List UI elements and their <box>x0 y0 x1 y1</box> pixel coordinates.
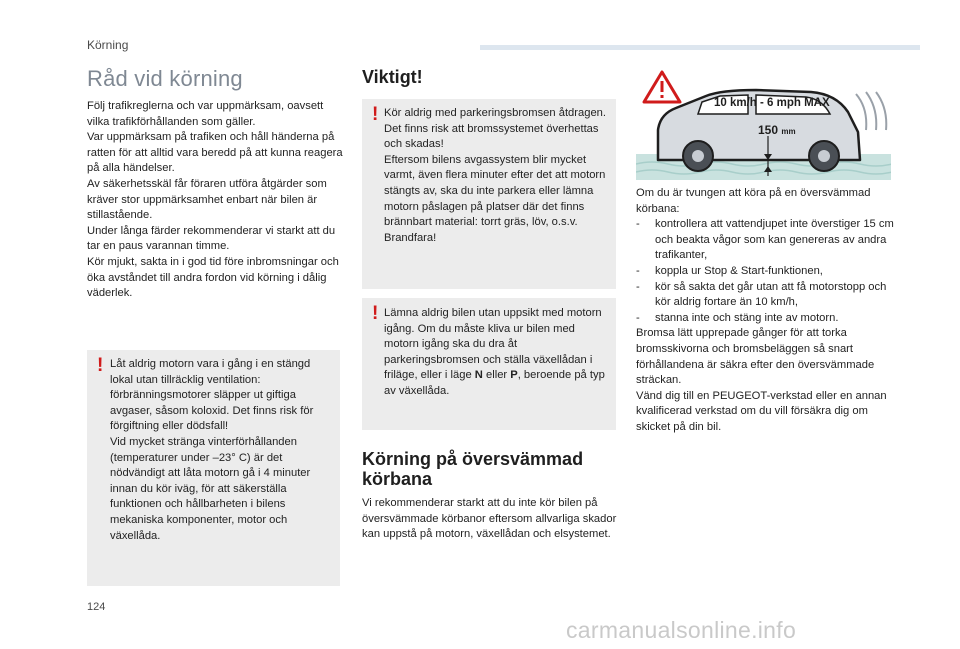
unattended-vehicle-warning-text <box>384 306 612 400</box>
speed-limit-label: 10 km/h - 6 mph MAX <box>714 97 830 109</box>
warning-icon: ! <box>372 303 379 324</box>
warning-triangle-icon <box>644 72 680 102</box>
advice-paragraph: Följ trafikreglerna och var uppmärksam, oavsett vilka trafikförhållanden som gäller. <box>87 100 324 128</box>
important-heading: Viktigt! <box>362 67 423 87</box>
flooded-road-instructions <box>636 186 898 436</box>
flooded-road-paragraph: Vi rekommenderar starkt att du inte kör bilen på översvämmade körbanor eftersom allvarliga skador kan uppstå på motorn, växellådan och elsystemet. <box>362 497 617 541</box>
parking-brake-warning-text <box>384 106 612 246</box>
driving-advice-text <box>87 99 345 302</box>
parking-brake-warning-box <box>362 99 616 289</box>
advice-paragraph: Av säkerhetsskäl får föraren utföra åtgärder som kräver stor uppmärksamhet enbart när bilen är stillastående. <box>87 177 327 222</box>
warning-paragraph <box>384 306 612 400</box>
watermark: carmanualsonline.info <box>566 617 797 643</box>
warning-text-part: eller <box>482 369 511 382</box>
warning-text-part: Lämna aldrig bilen utan uppsikt med motorn igång. Om du måste kliva ur bilen med motorn igång ska du dra åt parkeringsbromsen och ställa växellådan i friläge, eller i läge <box>384 307 602 382</box>
section-label: Körning <box>87 38 129 52</box>
instructions-intro: Om du är tvungen att köra på en översvämmad körbana: <box>636 187 871 215</box>
advice-paragraph: Kör mjukt, sakta in i god tid före inbromsningar och öka avståndet till andra fordon vid körning i dålig väderlek. <box>87 255 339 300</box>
gear-n-label: N <box>474 369 483 382</box>
unattended-vehicle-warning-box <box>362 298 616 430</box>
advice-paragraph: Var uppmärksam på trafiken och håll händerna på ratten för att alltid vara beredd på att kunna reagera på alla händelser. <box>87 131 343 175</box>
list-item: - kontrollera att vattendjupet inte överstiger 15 cm och beakta vågor som kan genereras av andra trafikanter, <box>636 217 898 264</box>
flooded-road-text <box>362 496 618 543</box>
depth-unit: mm <box>781 127 796 136</box>
gear-p-label: P <box>510 369 518 382</box>
flooded-road-heading: Körning på översvämmad körbana <box>362 449 584 489</box>
warning-paragraph: Låt aldrig motorn vara i gång i en stängd lokal utan tillräcklig ventilation: förbränningsmotorer släpper ut giftiga avgaser, såsom koloxid. Det finns risk för förgiftning eller dödsfall! <box>110 358 314 433</box>
warning-icon: ! <box>372 104 379 125</box>
warning-paragraph: Eftersom bilens avgassystem blir mycket varmt, även flera minuter efter det att motorn stängts av, ska du inte parkera eller lämna motorn påslagen på platser där det finns brännbart material: torrt gräs, löv, o.s.v. Brandfara! <box>384 153 606 244</box>
warning-text-part: , beroende på typ av växellåda. <box>384 369 605 397</box>
list-item: - koppla ur Stop & Start-funktionen, <box>636 264 898 280</box>
motion-lines <box>856 92 886 130</box>
depth-label <box>758 123 796 137</box>
flooded-road-illustration <box>636 68 891 180</box>
page-number: 124 <box>87 601 106 613</box>
instructions-list <box>636 217 898 326</box>
list-item: - stanna inte och stäng inte av motorn. <box>636 311 898 327</box>
engine-warning-box <box>87 350 340 586</box>
after-paragraph: Bromsa lätt upprepade gånger för att torka bromsskivorna och bromsbeläggen så snart förhållandena är säkra efter den översvämmade sträckan. <box>636 327 875 387</box>
advice-paragraph: Under långa färder rekommenderar vi starkt att du tar en paus varannan timme. <box>87 224 336 253</box>
warning-paragraph: Kör aldrig med parkeringsbromsen åtdragen. Det finns risk att bromssystemet överhettas och skadas! <box>384 107 607 151</box>
header-accent-bar <box>480 45 920 50</box>
warning-paragraph: Vid mycket stränga vinterförhållanden (temperaturer under –23° C) är det nödvändigt att låta motorn gå i 4 minuter innan du kör iväg, för att säkerställa funktionen och hållbarheten i bilens mekaniska komponenter, motor och växellåda. <box>110 435 311 542</box>
depth-value: 150 <box>758 123 779 137</box>
list-item: - kör så sakta det går utan att få motorstopp och kör aldrig fortare än 10 km/h, <box>636 280 898 311</box>
after-paragraph: Vänd dig till en PEUGEOT-verkstad eller en annan kvalificerad verkstad om du vill försäkra dig om skicket på din bil. <box>636 389 887 433</box>
page-title: Råd vid körning <box>87 66 243 91</box>
engine-warning-text <box>110 357 335 544</box>
warning-icon: ! <box>97 355 104 376</box>
